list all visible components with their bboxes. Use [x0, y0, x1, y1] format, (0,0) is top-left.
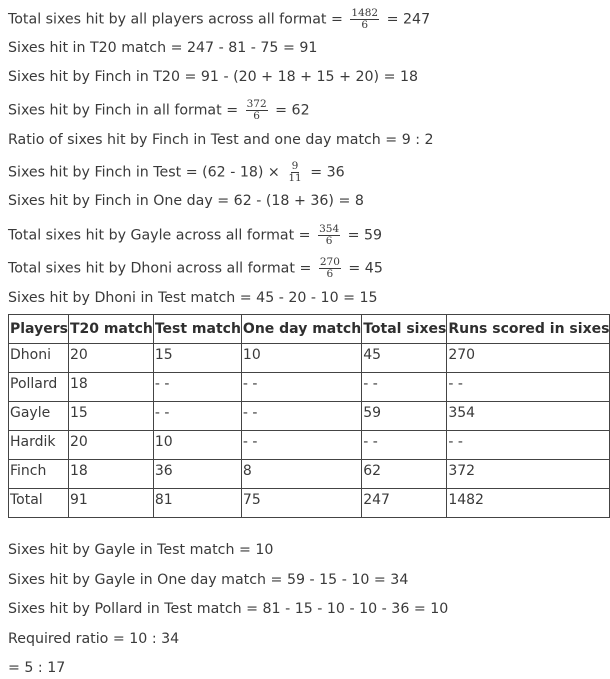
- step-text: Total sixes hit by all players across all format =: [8, 11, 348, 28]
- fraction: [287, 161, 302, 184]
- table-header-row: [9, 315, 610, 344]
- table-row: [9, 373, 610, 402]
- table-cell: 91: [68, 489, 153, 518]
- table-cell: Pollard: [9, 373, 69, 402]
- fraction-denominator: 6: [325, 235, 333, 247]
- table-cell: 372: [447, 460, 610, 489]
- step-text: Required ratio = 10 : 34: [8, 631, 180, 647]
- table-cell: 247: [362, 489, 447, 518]
- table-cell: - -: [153, 373, 241, 402]
- table-cell: 62: [362, 460, 447, 489]
- table-cell: - -: [447, 373, 610, 402]
- step-text: Sixes hit in T20 match = 247 - 81 - 75 = 91: [8, 40, 318, 56]
- step-result: = 36: [305, 164, 345, 181]
- step-line: [8, 571, 408, 589]
- table-cell: 20: [68, 431, 153, 460]
- column-header: T20 match: [68, 315, 153, 344]
- table-cell: 8: [241, 460, 361, 489]
- table-cell: - -: [447, 431, 610, 460]
- step-line: [8, 161, 345, 184]
- step-line: [8, 257, 383, 280]
- table-row: [9, 344, 610, 373]
- step-result: = 59: [343, 227, 383, 244]
- fraction-denominator: 6: [253, 110, 260, 122]
- column-header: Test match: [153, 315, 241, 344]
- fraction-numerator: 270: [319, 256, 340, 268]
- step-result: = 247: [382, 11, 431, 28]
- step-line: [8, 131, 434, 149]
- step-text: Sixes hit by Dhoni in Test match = 45 - 20 - 10 = 15: [8, 290, 378, 306]
- table-row: [9, 460, 610, 489]
- table-cell: 59: [362, 402, 447, 431]
- table-cell: 1482: [447, 489, 610, 518]
- fraction-denominator: 6: [326, 268, 334, 280]
- table-cell: - -: [241, 431, 361, 460]
- step-line: [8, 39, 317, 57]
- table-row: [9, 489, 610, 518]
- table-cell: - -: [362, 431, 447, 460]
- table-cell: - -: [362, 373, 447, 402]
- step-text: Total sixes hit by Gayle across all format =: [8, 227, 316, 244]
- table-cell: Dhoni: [9, 344, 69, 373]
- step-line: [8, 99, 310, 122]
- table-cell: 10: [241, 344, 361, 373]
- column-header: Total sixes: [362, 315, 447, 344]
- fraction: [350, 8, 379, 31]
- step-text: Sixes hit by Finch in T20 = 91 - (20 + 18 + 15 + 20) = 18: [8, 69, 419, 85]
- fraction: [318, 224, 340, 247]
- fraction-denominator: 11: [288, 172, 302, 184]
- table-cell: 15: [68, 402, 153, 431]
- step-text: = 5 : 17: [8, 660, 66, 676]
- table-cell: 354: [447, 402, 610, 431]
- step-line: [8, 8, 430, 31]
- table-row: [9, 431, 610, 460]
- step-text: Sixes hit by Gayle in One day match = 59 - 15 - 10 = 34: [8, 572, 409, 588]
- fraction: [246, 99, 268, 122]
- fraction-numerator: 354: [319, 223, 340, 235]
- table-cell: 20: [68, 344, 153, 373]
- fraction-numerator: 9: [291, 160, 299, 172]
- step-result: = 45: [343, 260, 383, 277]
- step-text: Sixes hit by Finch in all format =: [8, 102, 243, 119]
- column-header: Players: [9, 315, 69, 344]
- table-cell: Finch: [9, 460, 69, 489]
- sixes-table: [8, 314, 610, 518]
- table-cell: 270: [447, 344, 610, 373]
- fraction-numerator: 1482: [351, 7, 379, 19]
- step-line: [8, 192, 364, 210]
- table-cell: Total: [9, 489, 69, 518]
- step-line: [8, 541, 273, 559]
- step-line: [8, 630, 179, 648]
- column-header: One day match: [241, 315, 361, 344]
- table-row: [9, 402, 610, 431]
- table-cell: Hardik: [9, 431, 69, 460]
- table-cell: Gayle: [9, 402, 69, 431]
- step-line: [8, 600, 448, 618]
- step-text: Sixes hit by Pollard in Test match = 81 - 15 - 10 - 10 - 36 = 10: [8, 601, 449, 617]
- step-text: Sixes hit by Finch in One day = 62 - (18 + 36) = 8: [8, 193, 364, 209]
- final-answer: [8, 659, 65, 677]
- step-line: [8, 289, 378, 307]
- step-line: [8, 224, 382, 247]
- table-cell: 15: [153, 344, 241, 373]
- step-text: Sixes hit by Finch in Test = (62 - 18) ×: [8, 164, 285, 181]
- table-cell: - -: [241, 373, 361, 402]
- step-result: = 62: [270, 102, 310, 119]
- step-text: Ratio of sixes hit by Finch in Test and one day match = 9 : 2: [8, 132, 434, 148]
- step-text: Sixes hit by Gayle in Test match = 10: [8, 542, 274, 558]
- table-cell: 18: [68, 460, 153, 489]
- table-cell: 36: [153, 460, 241, 489]
- table-cell: - -: [241, 402, 361, 431]
- table-cell: 18: [68, 373, 153, 402]
- table-cell: 45: [362, 344, 447, 373]
- table-cell: 81: [153, 489, 241, 518]
- fraction: [319, 257, 341, 280]
- fraction-numerator: 372: [246, 98, 267, 110]
- step-line: [8, 68, 418, 86]
- column-header: Runs scored in sixes: [447, 315, 610, 344]
- table-cell: 75: [241, 489, 361, 518]
- fraction-denominator: 6: [361, 19, 369, 31]
- step-text: Total sixes hit by Dhoni across all format =: [8, 260, 316, 277]
- table-cell: 10: [153, 431, 241, 460]
- table-cell: - -: [153, 402, 241, 431]
